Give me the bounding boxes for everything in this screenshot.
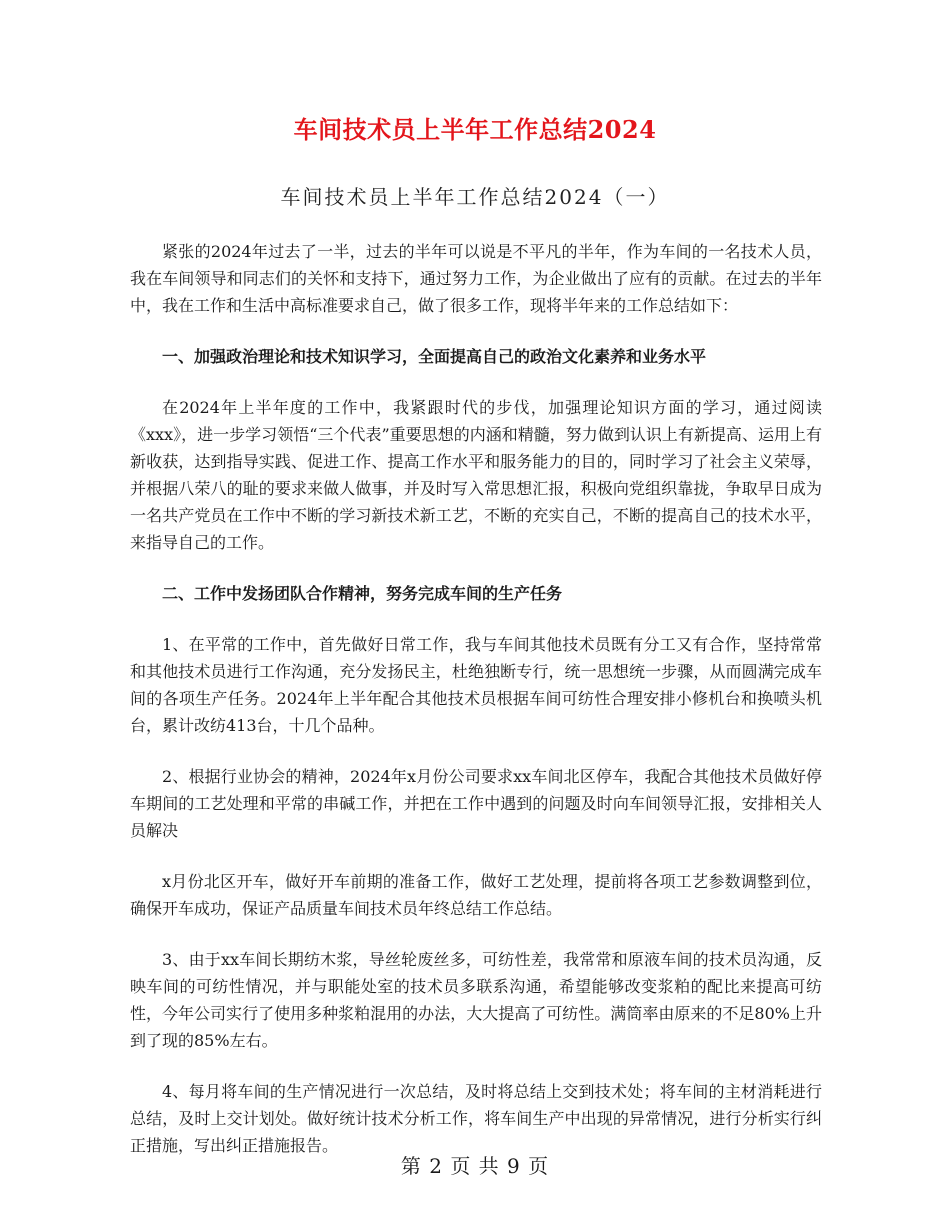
item3-paragraph: 3、由于xx车间长期纺木浆，导丝轮废丝多，可纺性差，我常常和原液车间的技术员沟通，反映车间的可纺性情况，并与职能处室的技术员多联系沟通，希望能够改变浆粕的配比来提高可纺性，今年公司实行了使用多种浆粕混用的办法，大大提高了可纺性。满筒率由原来的不足80%上升到了现的85%左右。 bbox=[130, 950, 822, 1050]
document-title: 车间技术员上半年工作总结2024 bbox=[293, 115, 657, 144]
item2-continuation-paragraph: x月份北区开车，做好开车前期的准备工作，做好工艺处理，提前将各项工艺参数调整到位，确保开车成功，保证产品质量车间技术员年终总结工作总结。 bbox=[130, 872, 822, 918]
document-body bbox=[130, 238, 822, 1183]
document-subtitle: 车间技术员上半年工作总结2024（一） bbox=[280, 185, 670, 209]
intro-paragraph: 紧张的2024年过去了一半，过去的半年可以说是不平凡的半年，作为车间的一名技术人员，我在车间领导和同志们的关怀和支持下，通过努力工作，为企业做出了应有的贡献。在过去的半年中，我在工作和生活中高标准要求自己，做了很多工作，现将半年来的工作总结如下： bbox=[130, 242, 822, 315]
section2-heading: 二、工作中发扬团队合作精神，努务完成车间的生产任务 bbox=[162, 584, 563, 603]
section1-paragraph: 在2024年上半年度的工作中，我紧跟时代的步伐，加强理论知识方面的学习，通过阅读《xxx》，进一步学习领悟“三个代表”重要思想的内涵和精髓，努力做到认识上有新提高、运用上有新收获，达到指导实践、促进工作、提高工作水平和服务能力的目的，同时学习了社会主义荣辱，并根据八荣八的耻的要求来做人做事，并及时写入常思想汇报，积极向党组织靠拢，争取早日成为一名共产党员在工作中不断的学习新技术新工艺，不断的充实自己，不断的提高自己的技术水平，来指导自己的工作。 bbox=[130, 398, 822, 552]
page-number-footer: 第 2 页 共 9 页 bbox=[400, 1154, 550, 1178]
item2-paragraph: 2、根据行业协会的精神，2024年x月份公司要求xx车间北区停车，我配合其他技术员做好停车期间的工艺处理和平常的串碱工作，并把在工作中遇到的问题及时向车间领导汇报，安排相关人员解决 bbox=[130, 767, 822, 840]
item4-paragraph: 4、每月将车间的生产情况进行一次总结，及时将总结上交到技术处；将车间的主材消耗进行总结，及时上交计划处。做好统计技术分析工作，将车间生产中出现的异常情况，进行分析实行纠正措施，写出纠正措施报告。 bbox=[130, 1082, 822, 1155]
section1-heading: 一、加强政治理论和技术知识学习，全面提高自己的政治文化素养和业务水平 bbox=[162, 347, 707, 366]
item1-paragraph: 1、在平常的工作中，首先做好日常工作，我与车间其他技术员既有分工又有合作，坚持常常和其他技术员进行工作沟通，充分发扬民主，杜绝独断专行，统一思想统一步骤，从而圆满完成车间的各项生产任务。2024年上半年配合其他技术员根据车间可纺性合理安排小修机台和换喷头机台，累计改纺413台，十几个品种。 bbox=[130, 635, 822, 735]
